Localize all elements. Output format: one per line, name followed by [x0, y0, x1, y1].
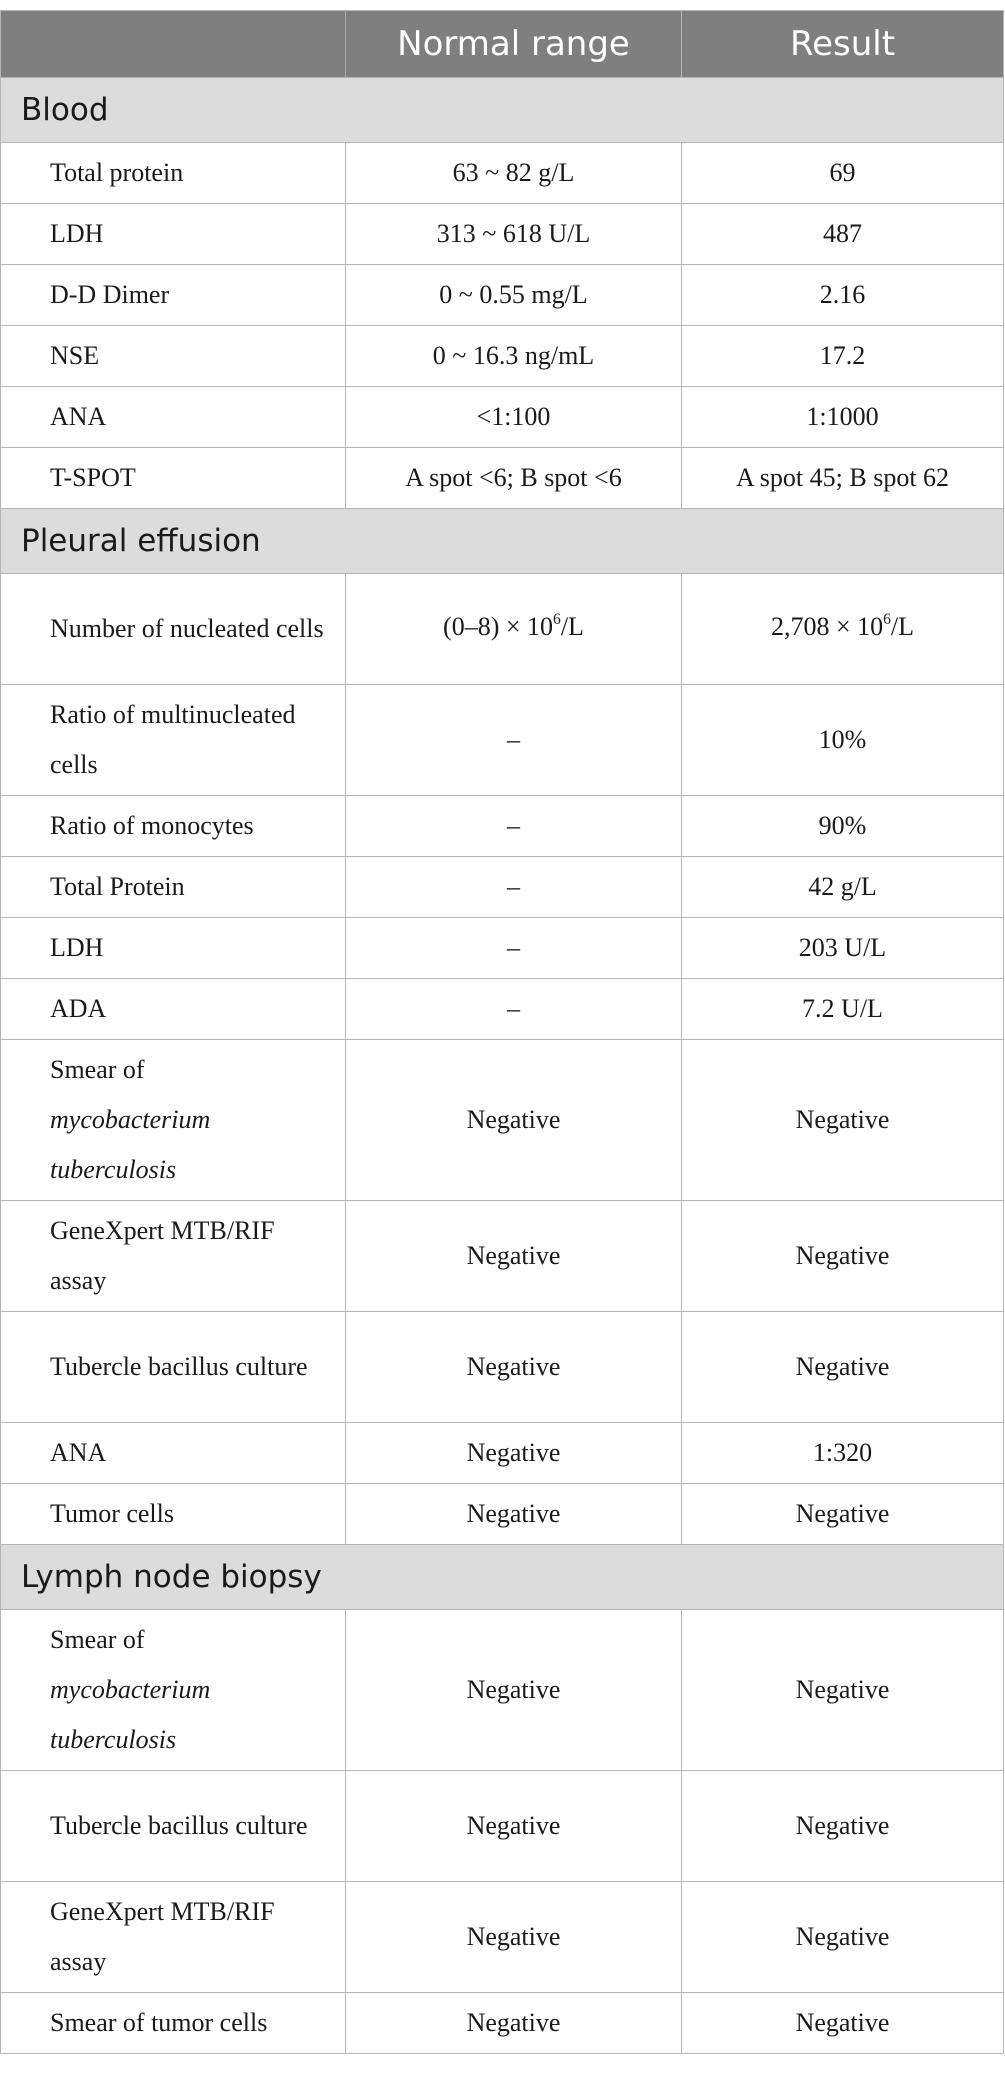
test-name: Tubercle bacillus culture: [1, 1771, 346, 1882]
normal-range: 0 ~ 16.3 ng/mL: [346, 326, 682, 387]
normal-range: Negative: [346, 1993, 682, 2054]
normal-range: A spot <6; B spot <6: [346, 448, 682, 509]
normal-range: 63 ~ 82 g/L: [346, 143, 682, 204]
result-value: 90%: [682, 796, 1004, 857]
lab-results-table: [0, 10, 1004, 2054]
normal-range: Negative: [346, 1423, 682, 1484]
table-row: [1, 1040, 1004, 1201]
table-row: [1, 1484, 1004, 1545]
table-row: [1, 574, 1004, 685]
normal-range: Negative: [346, 1201, 682, 1312]
test-name: ADA: [1, 979, 346, 1040]
result-value: 10%: [682, 685, 1004, 796]
test-name: Ratio of multinucleated cells: [1, 685, 346, 796]
table-row: [1, 1423, 1004, 1484]
normal-range: <1:100: [346, 387, 682, 448]
normal-range: –: [346, 979, 682, 1040]
result-value: Negative: [682, 1201, 1004, 1312]
result-value: Negative: [682, 1040, 1004, 1201]
normal-range: Negative: [346, 1771, 682, 1882]
result-value: Negative: [682, 1993, 1004, 2054]
table-row: [1, 1993, 1004, 2054]
result-value: Negative: [682, 1484, 1004, 1545]
result-exponent: 6: [883, 611, 891, 629]
normal-range-unit: /L: [560, 612, 584, 641]
table-row: [1, 448, 1004, 509]
table-row: [1, 204, 1004, 265]
normal-range: Negative: [346, 1484, 682, 1545]
table-row: [1, 387, 1004, 448]
table-row: [1, 918, 1004, 979]
result-value: Negative: [682, 1882, 1004, 1993]
table-row: [1, 685, 1004, 796]
result-value: Negative: [682, 1771, 1004, 1882]
table-row: [1, 1610, 1004, 1771]
test-name-prefix: Smear of: [50, 1625, 145, 1654]
normal-range: [346, 574, 682, 685]
result-value: A spot 45; B spot 62: [682, 448, 1004, 509]
result-value: 487: [682, 204, 1004, 265]
normal-range: –: [346, 796, 682, 857]
normal-range-base: (0–8) × 10: [443, 612, 554, 641]
normal-range: –: [346, 918, 682, 979]
normal-range: Negative: [346, 1610, 682, 1771]
normal-range: –: [346, 685, 682, 796]
test-name-organism: mycobacterium tuberculosis: [50, 1105, 211, 1184]
section-row-pleural-effusion: [1, 509, 1004, 574]
result-value: 1:1000: [682, 387, 1004, 448]
test-name: Ratio of monocytes: [1, 796, 346, 857]
test-name: Total Protein: [1, 857, 346, 918]
table-row: [1, 857, 1004, 918]
normal-range-exponent: 6: [553, 611, 561, 629]
normal-range: 0 ~ 0.55 mg/L: [346, 265, 682, 326]
section-title-blood: Blood: [1, 78, 1004, 143]
table-row: [1, 143, 1004, 204]
table-row: [1, 1201, 1004, 1312]
test-name: [1, 1610, 346, 1771]
table-row: [1, 1771, 1004, 1882]
normal-range: –: [346, 857, 682, 918]
test-name: ANA: [1, 1423, 346, 1484]
result-unit: /L: [890, 612, 915, 641]
section-row-lymph-node-biopsy: [1, 1545, 1004, 1610]
test-name: ANA: [1, 387, 346, 448]
result-value: 7.2 U/L: [682, 979, 1004, 1040]
table-row: [1, 265, 1004, 326]
test-name: GeneXpert MTB/RIF assay: [1, 1882, 346, 1993]
header-row: [1, 11, 1004, 78]
test-name: Tubercle bacillus culture: [1, 1312, 346, 1423]
test-name: Smear of tumor cells: [1, 1993, 346, 2054]
result-value: Negative: [682, 1312, 1004, 1423]
test-name: LDH: [1, 204, 346, 265]
normal-range: Negative: [346, 1882, 682, 1993]
test-name: LDH: [1, 918, 346, 979]
test-name: [1, 1040, 346, 1201]
result-value: 69: [682, 143, 1004, 204]
result-value: 42 g/L: [682, 857, 1004, 918]
result-value: 17.2: [682, 326, 1004, 387]
test-name: Total protein: [1, 143, 346, 204]
test-name-prefix: Smear of: [50, 1055, 145, 1084]
normal-range: Negative: [346, 1040, 682, 1201]
table-row: [1, 979, 1004, 1040]
section-row-blood: [1, 78, 1004, 143]
normal-range: Negative: [346, 1312, 682, 1423]
result-value: Negative: [682, 1610, 1004, 1771]
section-title-pleural-effusion: Pleural effusion: [1, 509, 1004, 574]
test-name: GeneXpert MTB/RIF assay: [1, 1201, 346, 1312]
result-value: 2.16: [682, 265, 1004, 326]
header-item: [1, 11, 346, 78]
result-value: 203 U/L: [682, 918, 1004, 979]
section-title-lymph-node-biopsy: Lymph node biopsy: [1, 1545, 1004, 1610]
normal-range: 313 ~ 618 U/L: [346, 204, 682, 265]
result-value: [682, 574, 1004, 685]
header-normal-range: Normal range: [346, 11, 682, 78]
table-row: [1, 1312, 1004, 1423]
table-row: [1, 1882, 1004, 1993]
test-name: D-D Dimer: [1, 265, 346, 326]
test-name: Number of nucleated cells: [1, 574, 346, 685]
result-base: 2,708 × 10: [770, 612, 884, 641]
test-name: Tumor cells: [1, 1484, 346, 1545]
test-name: NSE: [1, 326, 346, 387]
header-result: Result: [682, 11, 1004, 78]
table-row: [1, 796, 1004, 857]
result-value: 1:320: [682, 1423, 1004, 1484]
test-name: T-SPOT: [1, 448, 346, 509]
test-name-organism: mycobacterium tuberculosis: [50, 1675, 211, 1754]
table-row: [1, 326, 1004, 387]
